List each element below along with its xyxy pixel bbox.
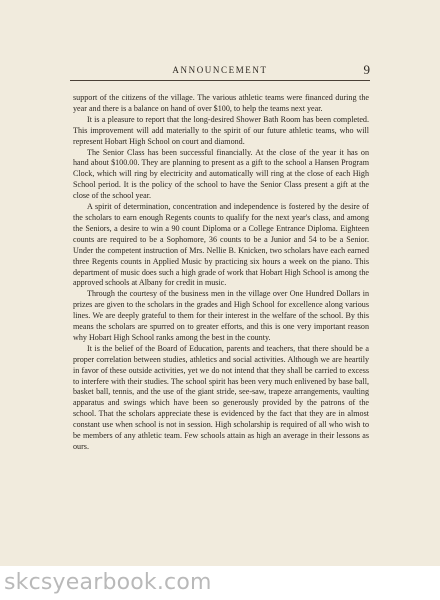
body-text <box>73 93 369 453</box>
paragraph: Through the courtesy of the business men in the village over One Hundred Dollars in prizes are given to the scholars in the grades and High School for excellence along various lines. We are deeply grateful to them for their interest in the welfare of the school. By this means the scholars are spurred on to greater efforts, and this is one very important reason why Hobart High School ranks among the best in the county. <box>73 289 369 342</box>
footer-band <box>0 566 440 600</box>
paragraph: It is the belief of the Board of Education, parents and teachers, that there should be a proper correlation between studies, athletics and social activities. Although we are heartily in favor of these outside activities, yet we do not intend that they shall be carried to excess to interfere with their studies. The school spirit has been very much enlivened by base ball, basket ball, tennis, and the use of the giant stride, see-saw, trapeze arrangements, vaulting apparatus and swings which have been so generously provided by the patrons of the school. That the scholars appreciate these is evidenced by the fact that they are in almost constant use when school is not in session. High scholarship is required of all who wish to be members of any athletic team. Few schools attain as high an average in their lessons as ours. <box>73 343 369 451</box>
page-header <box>70 62 370 80</box>
watermark-text: skcsyearbook.com <box>4 570 212 595</box>
paragraph: support of the citizens of the village. The various athletic teams were financed during the year and there is a balance on hand of over $100, to help the teams next year. <box>73 93 369 113</box>
header-rule <box>70 80 370 81</box>
paragraph: The Senior Class has been successful financially. At the close of the year it has on hand about $100.00. They are planning to present as a gift to the school a Hansen Program Clock, which will ring by electricity and automatically will ring at the close of each High School period. It is the policy of the school to have the Senior Class present a gift at the close of the school year. <box>73 147 369 201</box>
page-number: 9 <box>363 62 370 77</box>
section-title: ANNOUNCEMENT <box>172 65 268 75</box>
paragraph: A spirit of determination, concentration and independence is fostered by the desire of the scholars to earn enough Regents counts to qualify for the next year's class, and among the Seniors, a desire to win a 90 count Diploma or a College Entrance Diploma. Eighteen counts are required to be a Sophomore, 36 counts to be a Junior and 54 to be a Senior. Under the competent instruction of Mrs. Nellie B. Knicken, two scholars have each earned three Regents counts in Applied Music by practicing six hours a week on the piano. This department of music does such a high grade of work that Hobart High School is among the approved schools at Albany for credit in music. <box>73 202 369 288</box>
paragraph: It is a pleasure to report that the long-desired Shower Bath Room has been completed. This improvement will add materially to the spirit of our future athletic teams, who will represent Hobart High School on court and diamond. <box>73 114 369 146</box>
